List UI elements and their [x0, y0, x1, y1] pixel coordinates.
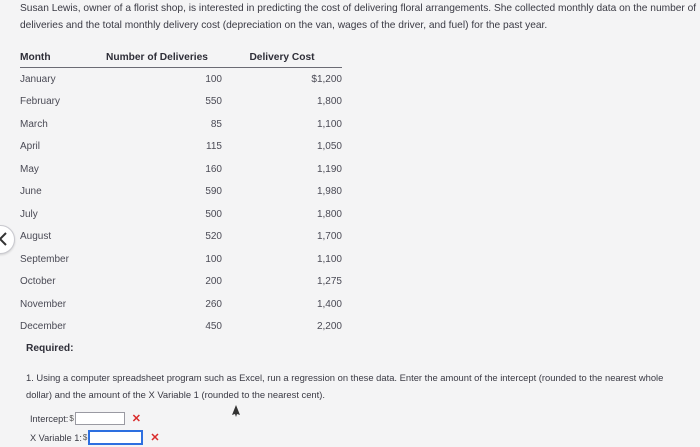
cell-month: October: [20, 276, 56, 288]
table-row: [20, 203, 342, 226]
cell-deliveries: 550: [205, 96, 222, 108]
cell-cost: 1,400: [316, 298, 342, 310]
intercept-input[interactable]: [75, 412, 125, 425]
table-row: [20, 226, 342, 249]
table-row: [20, 248, 342, 271]
cell-month: December: [20, 321, 67, 333]
cell-month: February: [20, 96, 61, 108]
cell-deliveries: 160: [205, 163, 222, 175]
cell-month: March: [20, 118, 48, 130]
cell-deliveries: 100: [205, 73, 222, 85]
cell-month: May: [20, 163, 39, 175]
mouse-cursor-icon: [232, 405, 242, 417]
answer-section: [30, 409, 160, 447]
cell-deliveries: 450: [205, 321, 222, 333]
table-header-row: [20, 47, 342, 68]
cell-month: June: [20, 186, 42, 198]
table-row: [20, 113, 342, 136]
table-row: [20, 271, 342, 294]
cell-cost: 1,700: [316, 231, 342, 243]
cell-cost: 1,100: [316, 118, 342, 130]
header-deliveries: Number of Deliveries: [92, 47, 222, 68]
cell-deliveries: 500: [205, 208, 222, 220]
cell-month: September: [20, 253, 69, 265]
cell-month: November: [20, 298, 67, 310]
cell-cost: 1,275: [316, 276, 342, 288]
table-row: [20, 136, 342, 159]
header-month: Month: [20, 47, 92, 68]
intercept-row: [30, 409, 160, 428]
table-row: [20, 293, 342, 316]
cell-cost: 2,200: [316, 321, 342, 333]
cell-month: August: [20, 231, 52, 243]
question-text: 1. Using a computer spreadsheet program such as Excel, run a regression on these data. Enter the amount of the intercept (rounded to the nearest whole dollar) and the amount of the X Variable 1 (rounded to the nearest cent).: [26, 372, 664, 400]
table-row: [20, 316, 342, 339]
xvar-input[interactable]: [88, 430, 143, 445]
cell-deliveries: 115: [206, 141, 222, 153]
incorrect-x-icon: ✕: [131, 413, 141, 425]
currency-symbol: $: [82, 433, 88, 442]
table-row: [20, 181, 342, 204]
previous-nav-button[interactable]: [0, 225, 15, 254]
cell-cost: 1,050: [316, 141, 342, 153]
cell-deliveries: 520: [205, 231, 222, 243]
cell-month: July: [20, 208, 38, 220]
problem-intro: Susan Lewis, owner of a florist shop, is interested in predicting the cost of delivering floral arrangements. She collected monthly data on the number of deliveries and the total monthly delivery cost (depreciation on the van, wages of the driver, and fuel) for the past year.: [20, 3, 697, 31]
cell-deliveries: 590: [205, 186, 222, 198]
incorrect-x-icon: ✕: [150, 432, 160, 444]
xvar-row: [30, 428, 160, 447]
header-delivery-cost: Delivery Cost: [222, 47, 342, 68]
currency-symbol: $: [69, 414, 74, 423]
chevron-left-icon: [0, 232, 8, 246]
intercept-label: Intercept:: [30, 413, 69, 424]
table-row: [20, 158, 342, 181]
cell-deliveries: 200: [205, 276, 222, 288]
cell-cost: 1,800: [316, 96, 342, 108]
cell-cost: $1,200: [311, 73, 342, 85]
cell-deliveries: 260: [205, 298, 222, 310]
cell-month: January: [20, 73, 56, 85]
table-row: [20, 68, 342, 91]
data-table: [20, 47, 342, 338]
cell-month: April: [20, 141, 41, 153]
cell-cost: 1,800: [316, 208, 342, 220]
cell-deliveries: 85: [210, 118, 222, 130]
table-row: [20, 91, 342, 114]
required-heading: Required:: [26, 343, 74, 354]
cell-deliveries: 100: [205, 253, 222, 265]
cell-cost: 1,190: [316, 163, 342, 175]
cell-cost: 1,980: [316, 186, 342, 198]
xvar-label: X Variable 1:: [30, 432, 82, 443]
cell-cost: 1,100: [316, 253, 342, 265]
